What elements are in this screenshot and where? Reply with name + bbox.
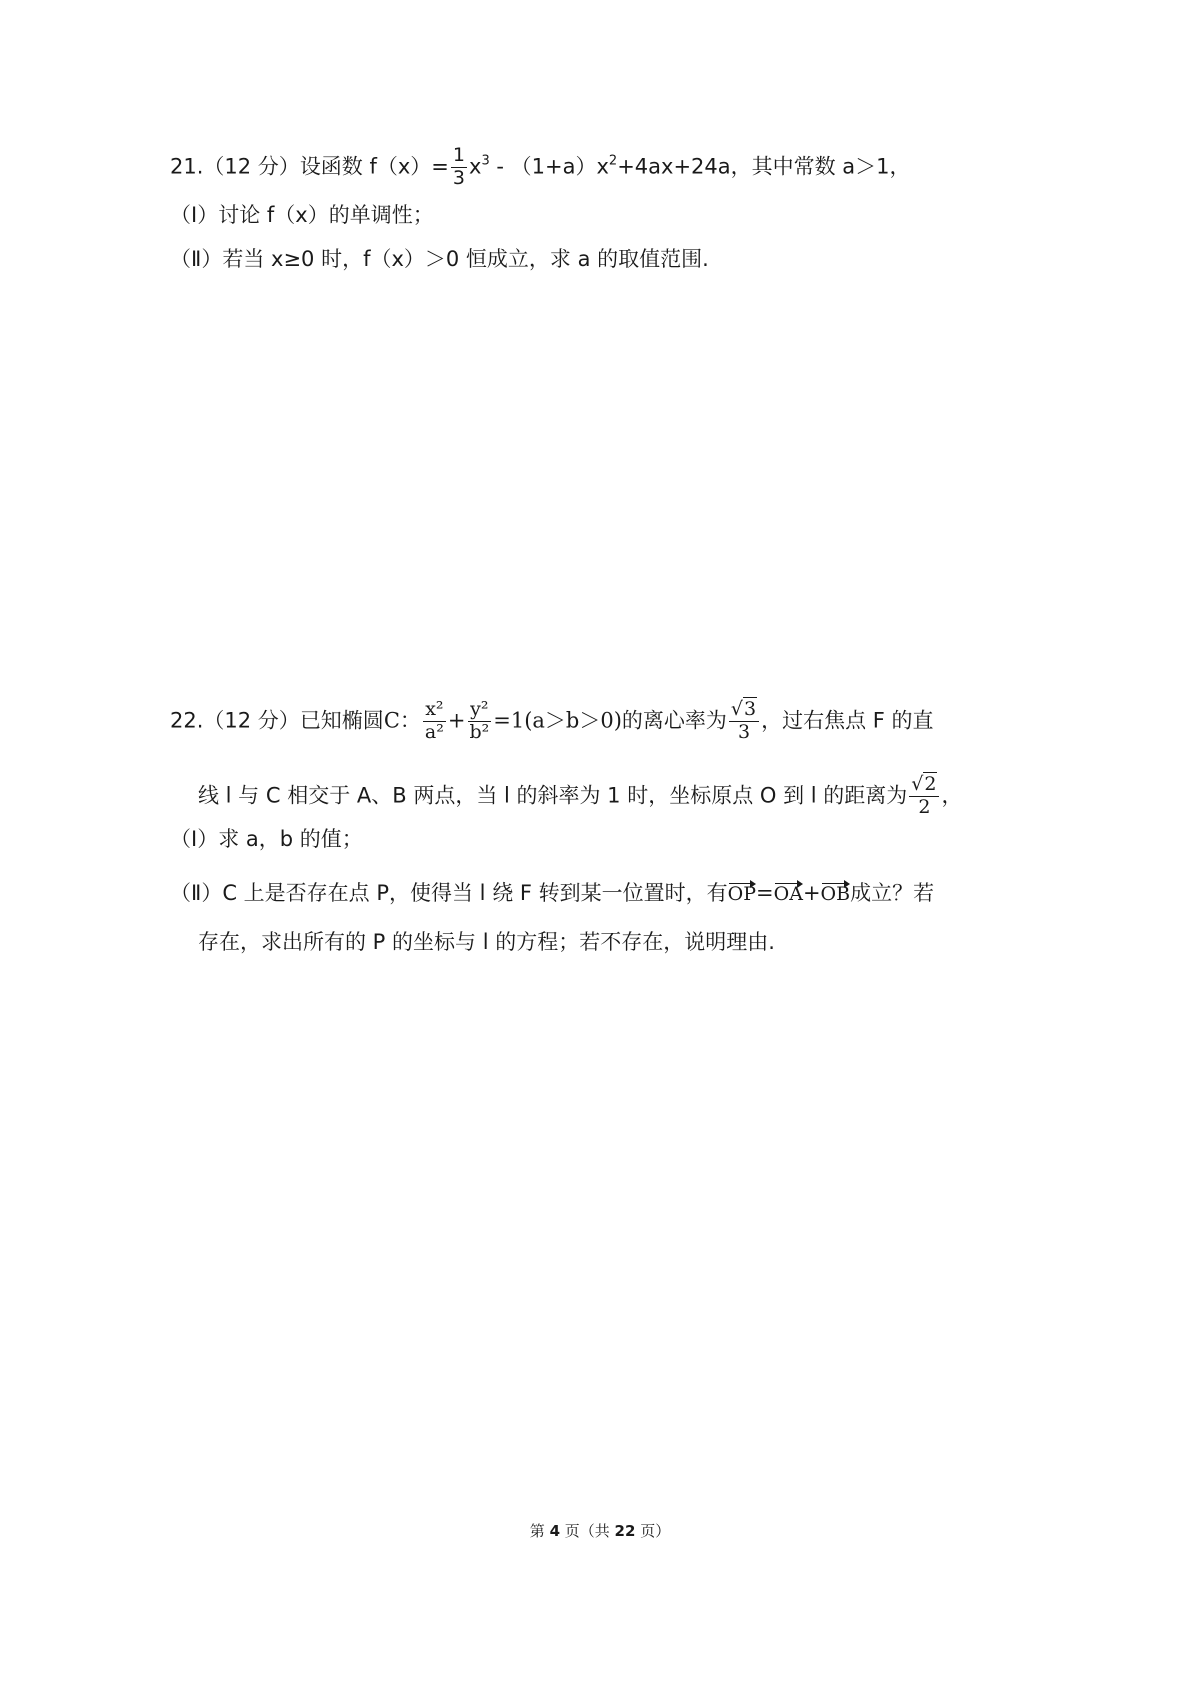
q22-part1: （Ⅰ）求 a，b 的值； (170, 827, 363, 851)
q21-part2: （Ⅱ）若当 x≥0 时，f（x）＞0 恒成立，求 a 的取值范围. (170, 247, 709, 271)
q22-score: （12 分） (203, 708, 300, 733)
q22-fraction-y: $\frac{\text{y²}}{\text{b²}}$ (469, 698, 490, 743)
q22-part2: （Ⅱ）C 上是否存在点 P，使得当 l 绕 F 转到某一位置时，有OP=OA+OB成立？若 (170, 881, 935, 905)
q22-line2: 线 l 与 C 相交于 A、B 两点，当 l 的斜率为 1 时，坐标原点 O 到 l 的距离为 $\frac{√2}{2}$ ， (198, 773, 963, 818)
q22-stem: 22.（12 分）已知椭圆C： $\frac{\text{x²}}{\text{a²}}$ + $\frac{\text{y²}}{\text{b²}}$ =1(a＞b＞0)的离心率为 $\frac{√3}{3}$ ，过右焦点 F 的直 (170, 698, 934, 743)
vector-ob: OB (820, 883, 851, 905)
page-footer: 第 4 页（共 22 页） (529, 1522, 671, 1540)
q21-stem: 21.（12 分）设函数 f（x）= $\frac{1}{3}$ $x^3 - (1+a)x^2+4ax+24a$，其中常数 a＞1， (170, 144, 911, 189)
page-total: 22 (614, 1522, 636, 1540)
q22-number: 22. (170, 708, 204, 733)
q22-distance: $\frac{√2}{2}$ (909, 775, 939, 818)
q21-score: （12 分） (203, 154, 300, 179)
q22-fraction-x: $\frac{\text{x²}}{\text{a²}}$ (424, 698, 444, 743)
q21-part1: （Ⅰ）讨论 f（x）的单调性； (170, 203, 434, 227)
page-number: 4 (549, 1522, 560, 1540)
q22-part2-cont: 存在，求出所有的 P 的坐标与 l 的方程；若不存在，说明理由. (198, 930, 775, 954)
q21-fraction: $\frac{1}{3}$ (452, 144, 465, 189)
q21-number: 21. (170, 154, 204, 179)
vector-oa: OA (773, 883, 803, 905)
vector-op: OP (727, 883, 757, 905)
q22-eccentricity: $\frac{√3}{3}$ (729, 700, 759, 743)
